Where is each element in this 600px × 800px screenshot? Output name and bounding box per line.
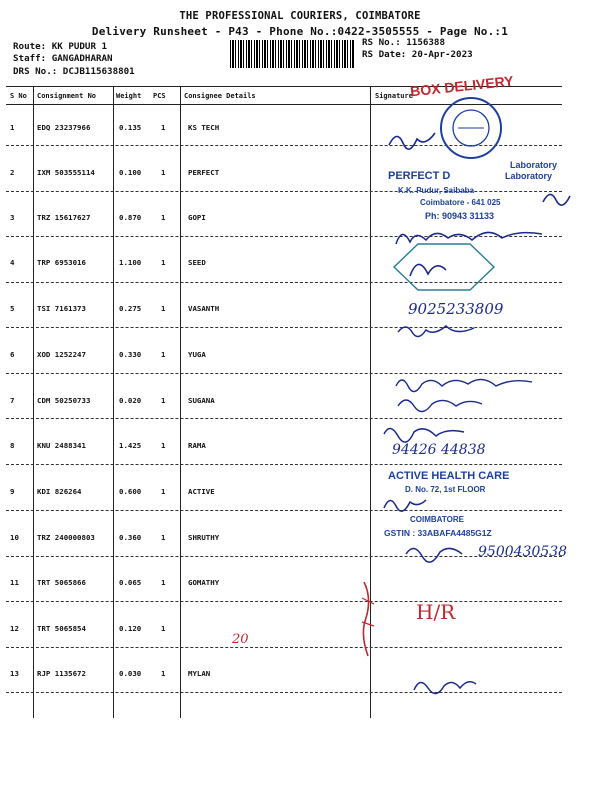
- column-divider: [180, 86, 181, 718]
- cell-weight: 0.120: [119, 624, 142, 633]
- col-signature: Signature: [375, 92, 413, 100]
- cell-consignee: SHRUTHY: [188, 533, 220, 542]
- handwritten-phone-5: 9025233809: [408, 300, 504, 318]
- cell-consignee: SEED: [188, 258, 206, 267]
- perfect-stamp: PERFECT D: [388, 170, 451, 182]
- row-separator: [6, 418, 562, 419]
- cell-weight: 0.135: [119, 123, 142, 132]
- signature-row-10: [402, 540, 477, 566]
- cell-sno: 11: [10, 578, 19, 587]
- col-weight: Weight: [116, 92, 142, 100]
- cell-consignment: TRT 5065854: [37, 624, 86, 633]
- cell-pcs: 1: [161, 396, 166, 405]
- row-separator: [6, 464, 562, 465]
- company-title: THE PROFESSIONAL COURIERS, COIMBATORE: [179, 10, 421, 22]
- barcode: [230, 40, 355, 68]
- cell-pcs: 1: [161, 123, 166, 132]
- row-separator: [6, 510, 562, 511]
- cell-pcs: 1: [161, 669, 166, 678]
- active-healthcare-stamp: ACTIVE HEALTH CARE: [388, 470, 510, 482]
- cell-consignee: MYLAN: [188, 669, 211, 678]
- cell-weight: 0.870: [119, 213, 142, 222]
- cell-consignee: ACTIVE: [188, 487, 215, 496]
- col-consignment: Consignment No: [37, 92, 97, 100]
- hexagon-seal-icon: [388, 240, 498, 294]
- cell-sno: 4: [10, 258, 15, 267]
- row-separator: [6, 601, 562, 602]
- red-bracket-mark: [352, 578, 382, 660]
- cell-pcs: 1: [161, 487, 166, 496]
- active-stamp-city: COIMBATORE: [410, 515, 464, 524]
- row-separator: [6, 191, 562, 192]
- column-divider: [33, 86, 34, 718]
- cell-weight: 0.030: [119, 669, 142, 678]
- cell-sno: 12: [10, 624, 19, 633]
- cell-sno: 6: [10, 350, 15, 359]
- cell-weight: 0.275: [119, 304, 142, 313]
- handwritten-hr: H/R: [416, 600, 456, 624]
- active-stamp-gstin: GSTIN : 33ABAFA4485G1Z: [384, 528, 492, 538]
- cell-sno: 1: [10, 123, 15, 132]
- rs-date: RS Date: 20-Apr-2023: [362, 49, 473, 60]
- cell-consignee: SUGANA: [188, 396, 215, 405]
- cell-pcs: 1: [161, 578, 166, 587]
- cell-consignee: GOPI: [188, 213, 206, 222]
- cell-consignment: KNU 2488341: [37, 441, 86, 450]
- cell-weight: 0.600: [119, 487, 142, 496]
- cell-consignment: TRT 5065866: [37, 578, 86, 587]
- signature-row-5: [394, 318, 484, 340]
- cell-weight: 0.100: [119, 168, 142, 177]
- cell-consignee: GOMATHY: [188, 578, 220, 587]
- cell-consignment: CDM 50250733: [37, 396, 91, 405]
- box-delivery-stamp: BOX DELIVERY: [409, 72, 515, 100]
- cell-sno: 7: [10, 396, 15, 405]
- cell-consignment: EDQ 23237966: [37, 123, 91, 132]
- col-sno: S No: [10, 92, 27, 100]
- cell-pcs: 1: [161, 213, 166, 222]
- cell-weight: 1.425: [119, 441, 142, 450]
- cell-consignment: TSI 7161373: [37, 304, 86, 313]
- cell-sno: 10: [10, 533, 19, 542]
- cell-weight: 0.360: [119, 533, 142, 542]
- column-divider: [113, 86, 114, 718]
- cell-weight: 0.330: [119, 350, 142, 359]
- row-separator: [6, 647, 562, 648]
- runsheet-title: Delivery Runsheet - P43 - Phone No.:0422-3505555 - Page No.:1: [91, 25, 509, 38]
- cell-sno: 9: [10, 487, 15, 496]
- cell-pcs: 1: [161, 533, 166, 542]
- cell-sno: 5: [10, 304, 15, 313]
- perfect-stamp-city: Coimbatore - 641 025: [420, 198, 501, 207]
- active-stamp-address: D. No. 72, 1st FLOOR: [405, 485, 486, 494]
- cell-consignee: VASANTH: [188, 304, 220, 313]
- handwritten-phone-8: 94426 44838: [392, 442, 486, 458]
- route-label: Route: KK PUDUR 1: [13, 41, 108, 52]
- drs-number: DRS No.: DCJB115638801: [13, 66, 135, 77]
- cell-consignment: IXM 503555114: [37, 168, 95, 177]
- cell-consignee: PERFECT: [188, 168, 220, 177]
- rs-number: RS No.: 1156388: [362, 37, 445, 48]
- cell-consignee: YUGA: [188, 350, 206, 359]
- col-consignee: Consignee Details: [184, 92, 256, 100]
- cell-pcs: 1: [161, 168, 166, 177]
- handwritten-number-12: 20: [232, 632, 249, 647]
- cell-consignment: TRZ 240000803: [37, 533, 95, 542]
- cell-sno: 3: [10, 213, 15, 222]
- staff-label: Staff: GANGADHARAN: [13, 53, 113, 64]
- cell-weight: 1.100: [119, 258, 142, 267]
- signature-row-13: [410, 672, 480, 700]
- cell-pcs: 1: [161, 624, 166, 633]
- cell-weight: 0.065: [119, 578, 142, 587]
- cell-pcs: 1: [161, 350, 166, 359]
- cell-consignee: KS TECH: [188, 123, 220, 132]
- cell-sno: 13: [10, 669, 19, 678]
- cell-weight: 0.020: [119, 396, 142, 405]
- cell-sno: 8: [10, 441, 15, 450]
- cell-consignment: KDI 826264: [37, 487, 82, 496]
- cell-consignment: TRP 6953016: [37, 258, 86, 267]
- handwritten-phone-10: 9500430538: [478, 544, 568, 560]
- signature-row-9: [380, 492, 430, 514]
- cell-consignee: RAMA: [188, 441, 206, 450]
- lab-stamp-line2: Laboratory: [505, 171, 553, 181]
- perfect-stamp-address: K.K. Pudur, Saibaba: [398, 186, 475, 195]
- cell-pcs: 1: [161, 258, 166, 267]
- col-pcs: PCS: [153, 92, 166, 100]
- cell-consignment: XOD 1252247: [37, 350, 86, 359]
- signature-row-7: [392, 372, 542, 418]
- signature-row-2: [540, 186, 580, 208]
- perfect-stamp-phone: Ph: 90943 31133: [425, 211, 495, 221]
- lab-stamp-line1: Laboratory: [510, 160, 558, 170]
- cell-pcs: 1: [161, 304, 166, 313]
- signature-row-1: [385, 125, 440, 153]
- cell-pcs: 1: [161, 441, 166, 450]
- cell-consignment: TRZ 15617627: [37, 213, 91, 222]
- round-seal-icon: [438, 95, 504, 161]
- cell-sno: 2: [10, 168, 15, 177]
- cell-consignment: RJP 1135672: [37, 669, 86, 678]
